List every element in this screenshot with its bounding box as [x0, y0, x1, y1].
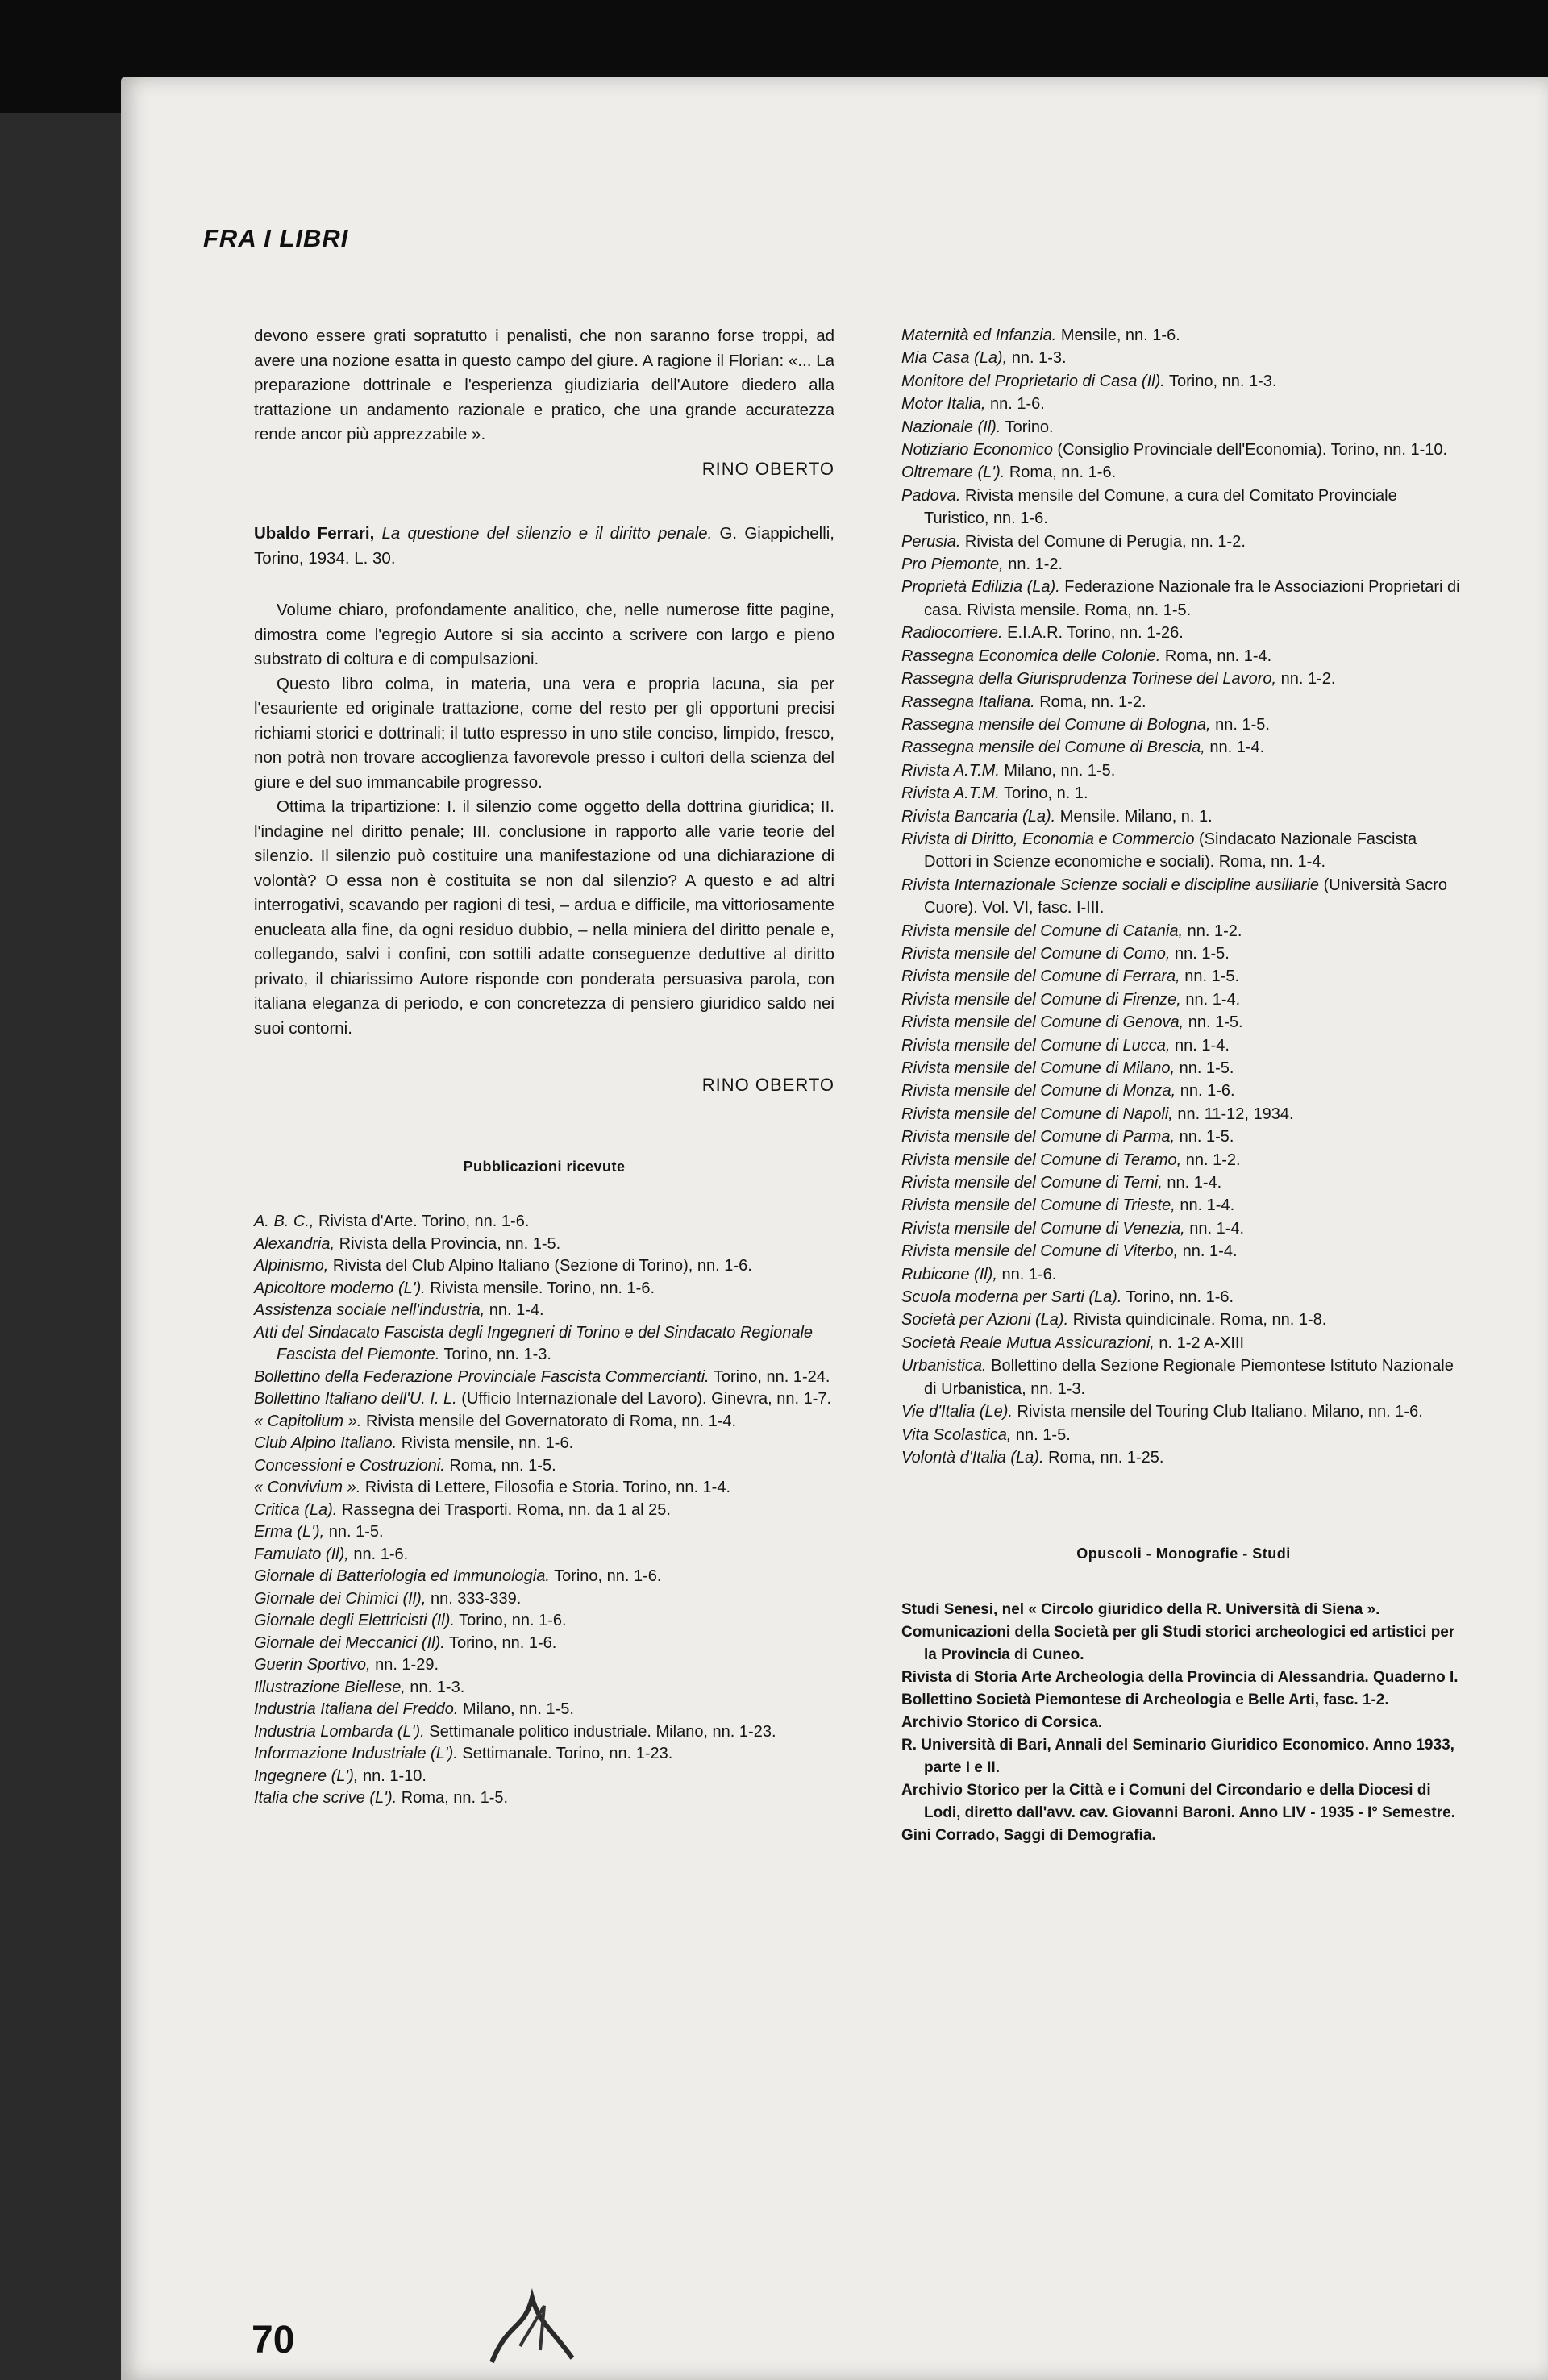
publication-details: (Università Sacro Cuore). Vol. VI, fasc. I-III.: [924, 876, 1447, 917]
publication-details: Roma, nn. 1-5.: [397, 1789, 509, 1807]
review-author: Ubaldo Ferrari,: [254, 524, 375, 543]
publication-title: Rivista mensile del Comune di Viterbo,: [901, 1242, 1179, 1261]
publication-title: Rivista mensile del Comune di Lucca,: [901, 1036, 1171, 1055]
publication-entry: [901, 1424, 1466, 1446]
publication-details: nn. 1-5.: [1011, 1425, 1071, 1444]
publication-title: Club Alpino Italiano.: [254, 1434, 397, 1452]
publication-details: Rivista del Comune di Perugia, nn. 1-2.: [960, 532, 1246, 551]
publication-title: Nazionale (Il).: [901, 418, 1001, 436]
publication-details: Torino, nn. 1-24.: [709, 1367, 830, 1386]
publication-entry: [254, 1610, 834, 1633]
publication-title: Rassegna mensile del Comune di Brescia,: [901, 739, 1205, 757]
publication-title: Atti del Sindacato Fascista degli Ingegneri di Torino e del Sindacato Regionale Fascista del Piemonte.: [254, 1323, 814, 1363]
publication-title: Informazione Industriale (L').: [254, 1745, 458, 1762]
publication-details: Rivista quindicinale. Roma, nn. 1-8.: [1068, 1311, 1327, 1329]
study-entry: Rivista di Storia Arte Archeologia della Provincia di Alessandria. Quaderno I.: [901, 1668, 1459, 1686]
publication-title: Giornale di Batteriologia ed Immunologia.: [254, 1567, 550, 1585]
publication-title: Guerin Sportivo,: [254, 1656, 371, 1674]
publication-entry: [901, 782, 1466, 805]
publication-title: Concessioni e Costruzioni.: [254, 1456, 445, 1475]
study-entry: Comunicazioni della Società per gli Studi storici archeologici ed artistici per la Provincia di Cuneo.: [901, 1623, 1455, 1663]
publication-details: nn. 333-339.: [426, 1589, 522, 1608]
publication-entry: [901, 1217, 1466, 1240]
publication-details: Milano, nn. 1-5.: [458, 1700, 574, 1718]
publication-details: nn. 1-6.: [1176, 1082, 1235, 1101]
publication-entry: [901, 1194, 1466, 1217]
publication-title: Assistenza sociale nell'industria,: [254, 1301, 485, 1319]
publication-title: Rivista mensile del Comune di Genova,: [901, 1013, 1184, 1032]
publication-details: Rivista del Club Alpino Italiano (Sezione di Torino), nn. 1-6.: [328, 1257, 752, 1275]
publication-entry: [254, 1477, 834, 1500]
publication-title: Erma (L'),: [254, 1523, 325, 1541]
publication-title: Rivista mensile del Comune di Como,: [901, 944, 1171, 963]
publication-entry: [254, 1455, 834, 1478]
publication-title: Alexandria,: [254, 1234, 335, 1253]
publication-title: Volontà d'Italia (La).: [901, 1448, 1044, 1467]
publication-entry: [901, 1080, 1466, 1102]
running-title: FRA I LIBRI: [203, 224, 349, 252]
publication-title: Rivista mensile del Comune di Parma,: [901, 1128, 1176, 1146]
publication-title: Rivista mensile del Comune di Firenze,: [901, 990, 1181, 1009]
publication-entry: [901, 439, 1466, 461]
publication-details: Roma, nn. 1-6.: [1005, 464, 1117, 482]
publication-entry: [254, 1411, 834, 1433]
publication-entry: [901, 1034, 1466, 1057]
publication-entry: [901, 485, 1466, 531]
publication-entry: [901, 805, 1466, 828]
publication-title: Rivista mensile del Comune di Teramo,: [901, 1150, 1182, 1169]
publication-details: Torino.: [1001, 418, 1054, 436]
publication-details: nn. 1-2.: [1276, 670, 1336, 689]
publication-entry: [254, 1699, 834, 1721]
publication-details: nn. 1-5.: [1175, 1128, 1234, 1146]
publication-entry: [901, 1103, 1466, 1126]
publication-title: Rivista Internazionale Scienze sociali e discipline ausiliarie: [901, 876, 1320, 894]
review-paragraph: Volume chiaro, profondamente analitico, che, nelle numerose fitte pagine, dimostra come l'egregio Autore si sia accinto a scrivere con largo e pieno substrato di coltura e di compulsazioni.: [254, 601, 834, 668]
publication-details: (Consiglio Provinciale dell'Economia). Torino, nn. 1-10.: [1052, 441, 1448, 460]
publication-title: Italia che scrive (L').: [254, 1789, 397, 1807]
publication-details: Rivista della Provincia, nn. 1-5.: [335, 1234, 561, 1253]
publication-details: Roma, nn. 1-4.: [1160, 647, 1272, 665]
publication-entry: [901, 347, 1466, 369]
publication-title: Urbanistica.: [901, 1357, 987, 1375]
publication-title: Famulato (Il),: [254, 1545, 349, 1563]
publication-title: Proprietà Edilizia (La).: [901, 578, 1060, 597]
publication-entry: [901, 416, 1466, 439]
publication-entry: [901, 461, 1466, 484]
publication-details: Mensile. Milano, n. 1.: [1055, 807, 1213, 826]
publication-entry: [254, 1743, 834, 1766]
publication-title: Maternità ed Infanzia.: [901, 327, 1057, 344]
study-entry: Gini Corrado, Saggi di Demografia.: [901, 1826, 1156, 1844]
left-column: [254, 324, 834, 1810]
publication-entry: [901, 1446, 1466, 1469]
publication-entry: [254, 1566, 834, 1588]
publication-title: Vie d'Italia (Le).: [901, 1403, 1013, 1421]
publication-entry: [901, 942, 1466, 965]
publication-entry: [901, 988, 1466, 1011]
publication-entry: [901, 324, 1466, 347]
publication-entry: [901, 1057, 1466, 1080]
publication-title: Rivista mensile del Comune di Milano,: [901, 1059, 1176, 1077]
publication-title: Rassegna Italiana.: [901, 693, 1035, 711]
publication-title: Motor Italia,: [901, 395, 986, 414]
publication-title: Rivista di Diritto, Economia e Commercio: [901, 830, 1195, 848]
publication-title: Apicoltore moderno (L').: [254, 1279, 426, 1297]
publication-title: Alpinismo,: [254, 1257, 329, 1275]
publication-title: Rivista mensile del Comune di Trieste,: [901, 1196, 1176, 1215]
review-heading: [254, 522, 834, 571]
study-entry: Studi Senesi, nel « Circolo giuridico della R. Università di Siena ».: [901, 1600, 1380, 1618]
publication-title: Monitore del Proprietario di Casa (Il).: [901, 372, 1165, 390]
publication-title: Rivista mensile del Comune di Terni,: [901, 1174, 1163, 1192]
publication-entry: [901, 1400, 1466, 1423]
review-signature: RINO OBERTO: [701, 1075, 834, 1095]
publication-title: Bollettino della Federazione Provinciale Fascista Commercianti.: [254, 1367, 710, 1386]
publication-details: nn. 1-5.: [1210, 715, 1270, 734]
publication-title: Giornale dei Meccanici (Il).: [254, 1633, 445, 1652]
publication-details: nn. 1-5.: [1184, 1013, 1243, 1032]
publication-entry: [254, 1255, 834, 1278]
publication-details: Roma, nn. 1-2.: [1034, 693, 1146, 711]
publication-entry: [901, 1011, 1466, 1034]
publication-details: Settimanale politico industriale. Milano, nn. 1-23.: [424, 1722, 776, 1741]
publication-details: Federazione Nazionale fra le Associazioni Proprietari di casa. Rivista mensile. Roma, nn. 1-5.: [924, 578, 1460, 619]
publication-details: nn. 1-5.: [1175, 1059, 1234, 1077]
publication-details: nn. 11-12, 1934.: [1172, 1105, 1294, 1123]
publication-title: Industria Lombarda (L').: [254, 1722, 425, 1741]
publication-details: nn. 1-3.: [405, 1678, 465, 1696]
publication-title: Vita Scolastica,: [901, 1425, 1012, 1444]
publication-details: Milano, nn. 1-5.: [999, 761, 1116, 780]
publication-title: Rivista mensile del Comune di Catania,: [901, 922, 1184, 940]
publication-details: Torino, nn. 1-6.: [444, 1633, 557, 1652]
study-entry: R. Università di Bari, Annali del Seminario Giuridico Economico. Anno 1933, parte I e II.: [901, 1736, 1454, 1776]
publication-title: Padova.: [901, 486, 961, 505]
publication-details: nn. 1-29.: [370, 1656, 439, 1674]
publication-title: A. B. C.,: [254, 1213, 314, 1230]
publication-details: nn. 1-6.: [985, 395, 1045, 414]
publication-entry: [254, 1766, 834, 1788]
publication-details: Rivista d'Arte. Torino, nn. 1-6.: [314, 1213, 530, 1230]
publication-entry: [901, 1126, 1466, 1148]
publication-title: Società per Azioni (La).: [901, 1311, 1069, 1329]
right-column: [901, 324, 1466, 1847]
publication-title: Rivista mensile del Comune di Venezia,: [901, 1219, 1185, 1238]
publication-entry: [901, 645, 1466, 668]
review-book-title: La questione del silenzio e il diritto penale.: [381, 524, 713, 543]
publication-entry: [901, 668, 1466, 690]
publication-details: nn. 1-5.: [324, 1523, 384, 1541]
publication-details: nn. 1-4.: [1178, 1242, 1238, 1261]
publication-entry: [901, 576, 1466, 622]
publication-entry: [254, 1633, 834, 1655]
publication-entry: [254, 1654, 834, 1677]
publication-details: nn. 1-4.: [1205, 739, 1265, 757]
publication-title: Rivista A.T.M.: [901, 761, 1000, 780]
publication-entry: [254, 1300, 834, 1322]
received-list: [254, 1211, 834, 1810]
study-entry: Archivio Storico per la Città e i Comuni del Circondario e della Diocesi di Lodi, diretto dall'avv. cav. Giovanni Baroni. Anno LIV - 1935 - I° Semestre.: [901, 1781, 1455, 1821]
publication-entry: [901, 1286, 1466, 1309]
publication-details: nn. 1-4.: [1162, 1174, 1222, 1192]
publication-title: Rivista mensile del Comune di Ferrara,: [901, 967, 1180, 986]
publication-title: Bollettino Italiano dell'U. I. L.: [254, 1390, 457, 1408]
publication-title: Rassegna Economica delle Colonie.: [901, 647, 1161, 665]
publication-details: nn. 1-6.: [997, 1265, 1057, 1284]
publication-entry: [901, 965, 1466, 988]
publication-details: Roma, nn. 1-5.: [444, 1456, 556, 1475]
publication-entry: [254, 1278, 834, 1300]
publication-title: Rivista mensile del Comune di Monza,: [901, 1082, 1176, 1101]
publication-details: nn. 1-2.: [1183, 922, 1242, 940]
publication-entry: [254, 1322, 834, 1367]
study-entry: Bollettino Società Piemontese di Archeologia e Belle Arti, fasc. 1-2.: [901, 1691, 1389, 1708]
publication-details: Torino, nn. 1-3.: [439, 1346, 551, 1363]
publication-entry: [254, 1588, 834, 1611]
received-section-title: Pubblicazioni ricevute: [463, 1158, 626, 1175]
publication-entry: [901, 714, 1466, 736]
publication-title: Giornale degli Elettricisti (Il).: [254, 1612, 455, 1629]
study-entry: Archivio Storico di Corsica.: [901, 1713, 1103, 1731]
publication-title: Scuola moderna per Sarti (La).: [901, 1288, 1122, 1307]
publication-entry: [901, 759, 1466, 782]
publication-details: Mensile, nn. 1-6.: [1056, 327, 1180, 344]
publication-details: nn. 1-4.: [485, 1301, 544, 1319]
publication-title: Pro Piemonte,: [901, 555, 1004, 574]
publication-title: « Convivium ».: [254, 1479, 361, 1496]
publication-entry: [901, 1263, 1466, 1286]
publication-entry: [254, 1677, 834, 1700]
publication-details: Settimanale. Torino, nn. 1-23.: [457, 1745, 673, 1762]
review-publisher: G. Giappichelli, Torino, 1934. L. 30.: [254, 524, 834, 568]
publication-entry: [254, 1433, 834, 1455]
publication-details: Rivista di Lettere, Filosofia e Storia. Torino, nn. 1-4.: [360, 1479, 731, 1496]
publication-entry: [254, 1787, 834, 1810]
publication-details: Rivista mensile del Governatorato di Roma, nn. 1-4.: [361, 1412, 737, 1430]
publication-title: Rubicone (Il),: [901, 1265, 997, 1284]
publication-entry: [901, 1240, 1466, 1263]
publication-details: nn. 1-2.: [1181, 1150, 1241, 1169]
publication-entry: [901, 736, 1466, 759]
publication-details: nn. 1-5.: [1170, 944, 1230, 963]
publication-entry: [901, 691, 1466, 714]
publication-title: Rivista A.T.M.: [901, 784, 1000, 803]
studies-list: [901, 1599, 1466, 1847]
publication-entry: [901, 622, 1466, 644]
publication-entry: [254, 1721, 834, 1744]
review-paragraph: Ottima la tripartizione: I. il silenzio come oggetto della dottrina giuridica; II. l'indagine nel diritto penale; III. conclusione in rapporto alle varie teorie del silenzio. Il silenzio può costituire una manifestazione od una dichiarazione di volontà? O essa non è costituita se non dal silenzio? A questo e ad altri interrogativi, scavando per ragioni di tesi, – ardua e difficile, ma vittoriosamente enucleata alla fine, da ogni residuo dubbio, – nella miniera del diritto penale e, collegando, salvi i confini, con sottili adatte conseguenze deduttive al diritto privato, il chiarissimo Autore risponde con ponderata persuasiva parola, con italiana eleganza di periodo, e con concretezza di pensiero giuridico saldo nei suoi contorni.: [254, 797, 834, 1038]
publication-details: nn. 1-6.: [348, 1545, 409, 1563]
publication-details: Rivista mensile, nn. 1-6.: [397, 1434, 574, 1452]
publication-title: Perusia.: [901, 532, 961, 551]
publication-details: (Ufficio Internazionale del Lavoro). Ginevra, nn. 1-7.: [456, 1390, 832, 1408]
publication-details: nn. 1-3.: [1007, 349, 1067, 368]
publication-entry: [254, 1388, 834, 1411]
publication-details: Rivista mensile del Touring Club Italiano. Milano, nn. 1-6.: [1012, 1403, 1423, 1421]
publication-title: Società Reale Mutua Assicurazioni,: [901, 1334, 1155, 1352]
publication-entry: [901, 828, 1466, 874]
publication-details: Torino, nn. 1-3.: [1164, 372, 1277, 390]
publication-title: Industria Italiana del Freddo.: [254, 1700, 459, 1718]
publication-title: Mia Casa (La),: [901, 349, 1008, 368]
publication-title: Critica (La).: [254, 1500, 338, 1519]
publication-details: Rivista mensile. Torino, nn. 1-6.: [425, 1279, 655, 1297]
publication-details: Torino, nn. 1-6.: [454, 1612, 567, 1629]
scan-left-shadow: [0, 113, 121, 2380]
publication-entry: [901, 553, 1466, 576]
publication-entry: [901, 1171, 1466, 1194]
publication-entry: [901, 1354, 1466, 1400]
ink-mark: [476, 2274, 589, 2370]
publication-entry: [901, 874, 1466, 920]
publication-title: Rassegna mensile del Comune di Bologna,: [901, 715, 1211, 734]
publication-entry: [254, 1521, 834, 1544]
previous-review-text: devono essere grati sopratutto i penalisti, che non saranno forse troppi, ad avere una nozione esatta in questo campo del giure. A ragione il Florian: «... La preparazione dottrinale e l'esperienza giudiziaria dell'Autore diedero alla trattazione un andamento razionale e pratico, che una grande accuratezza rende ancor più apprezzabile ».: [254, 327, 834, 443]
publication-details: Torino, nn. 1-6.: [1121, 1288, 1234, 1307]
publication-title: Radiocorriere.: [901, 624, 1003, 643]
publication-entry: [901, 393, 1466, 415]
received-list-continued: [901, 324, 1466, 1469]
publication-details: nn. 1-4.: [1180, 990, 1241, 1009]
publication-title: Rivista Bancaria (La).: [901, 807, 1056, 826]
publication-title: Ingegnere (L'),: [254, 1766, 359, 1785]
publication-details: nn. 1-10.: [358, 1766, 427, 1785]
publication-title: Rassegna della Giurisprudenza Torinese del Lavoro,: [901, 670, 1277, 689]
publication-details: E.I.A.R. Torino, nn. 1-26.: [1002, 624, 1184, 643]
review-paragraph: Questo libro colma, in materia, una vera e propria lacuna, sia per l'esauriente ed originale trattazione, come del resto per gli opportuni precisi richiami storici e dottrinali; il tutto espresso in uno stile conciso, limpido, fresco, non potrà non trovare accoglienza favorevole presso i cultori della scienza del giure e del suo immancabile progresso.: [254, 674, 834, 792]
publication-details: nn. 1-4.: [1184, 1219, 1245, 1238]
publication-title: Illustrazione Biellese,: [254, 1678, 406, 1696]
publication-title: Rivista mensile del Comune di Napoli,: [901, 1105, 1173, 1123]
publication-details: Rassegna dei Trasporti. Roma, nn. da 1 al 25.: [337, 1500, 671, 1519]
publication-entry: [254, 1367, 834, 1389]
publication-entry: [254, 1500, 834, 1522]
publication-details: Roma, nn. 1-25.: [1043, 1448, 1164, 1467]
publication-entry: [254, 1234, 834, 1256]
publication-title: « Capitolium ».: [254, 1412, 362, 1430]
publication-details: Torino, nn. 1-6.: [549, 1567, 662, 1585]
publication-details: nn. 1-5.: [1180, 967, 1240, 986]
publication-details: Torino, n. 1.: [999, 784, 1088, 803]
publication-details: nn. 1-4.: [1175, 1196, 1235, 1215]
publication-entry: [901, 370, 1466, 393]
publication-entry: [901, 1149, 1466, 1171]
publication-title: Notiziario Economico: [901, 441, 1053, 460]
previous-review-signature: RINO OBERTO: [701, 458, 834, 479]
publication-details: nn. 1-2.: [1003, 555, 1063, 574]
publication-entry: [254, 1544, 834, 1567]
publication-title: Giornale dei Chimici (Il),: [254, 1589, 427, 1608]
publication-details: nn. 1-4.: [1170, 1036, 1230, 1055]
page-number: 70: [252, 2319, 295, 2361]
publication-details: (Sindacato Nazionale Fascista Dottori in Scienze economiche e sociali). Roma, nn. 1-4.: [924, 830, 1417, 872]
publication-title: Oltremare (L').: [901, 464, 1005, 482]
publication-details: Bollettino della Sezione Regionale Piemontese Istituto Nazionale di Urbanistica, nn. 1-3.: [924, 1357, 1454, 1398]
publication-details: Rivista mensile del Comune, a cura del Comitato Provinciale Turistico, nn. 1-6.: [924, 486, 1397, 528]
publication-entry: [901, 1332, 1466, 1354]
publication-entry: [901, 920, 1466, 942]
publication-entry: [254, 1211, 834, 1234]
studies-section-title: Opuscoli - Monografie - Studi: [1076, 1546, 1291, 1562]
publication-details: n. 1-2 A-XIII: [1154, 1334, 1245, 1352]
publication-entry: [901, 531, 1466, 553]
publication-entry: [901, 1309, 1466, 1331]
